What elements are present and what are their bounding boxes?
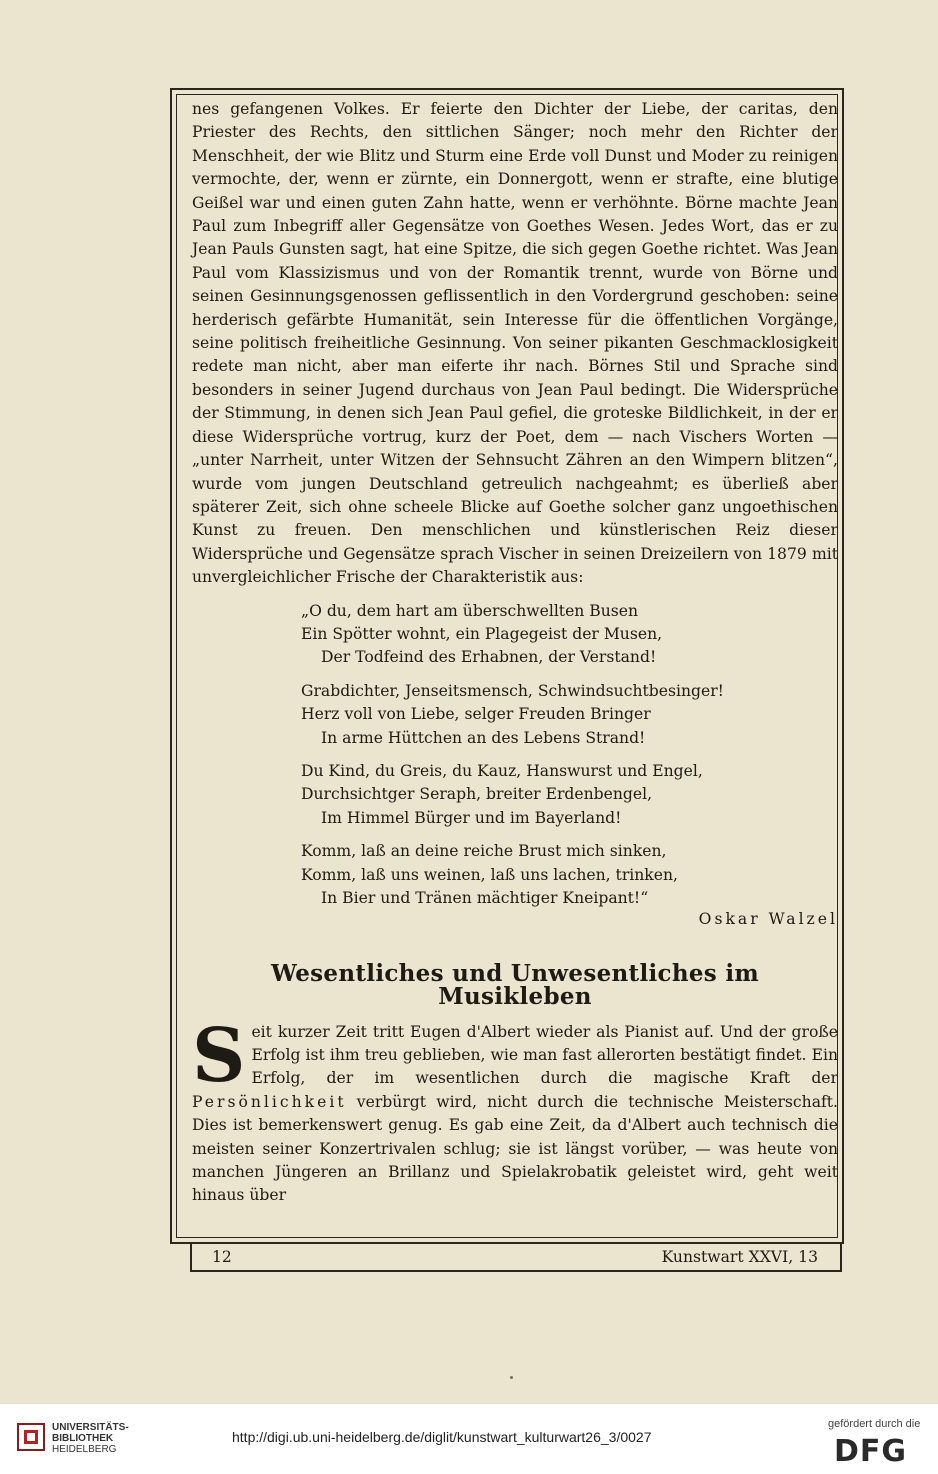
poem-line: In Bier und Tränen mächtiger Kneipant!“ xyxy=(321,889,649,907)
funding-note: gefördert durch die xyxy=(828,1418,921,1430)
paragraph-jean-paul: nes gefangenen Volkes. Er feierte den Dichter der Liebe, der caritas, den Priester des Rechts, den sittlichen Sänger; noch mehr den Richter der Menschheit, der wie Blitz und Sturm eine Erde voll Dunst und Moder zu reinigen vermochte, der, wenn er zürnte, ein Donnergott, wenn er strafte, eine blutige Geißel war und einen guten Zahn hatte, wenn er verhöhnte. Börne machte Jean Paul zum Inbegriff aller Gegensätze von Goethes Wesen. Jedes Wort, das er zu Jean Pauls Gunsten sagt, hat eine Spitze, die sich gegen Goethe richtet. Was Jean Paul vom Klassizismus und von der Romantik trennt, wurde von Börne und seinen Gesinnungsgenossen geflissentlich in den Vordergrund geschoben: seine herderisch gefärbte Humanität, sein Interesse für die öffentlichen Vorgänge, seine politisch freiheitliche Gesinnung. Von seiner pikanten Geschmacklosigkeit redete man nicht, aber man eiferte ihr nach. Börnes Stil und Sprache sind besonders in seiner Jugend durchaus von Jean Paul bedingt. Die Widersprüche der Stimmung, in denen sich Jean Paul gefiel, die groteske Bildlichkeit, in der er diese Widersprüche vortrug, kurz der Poet, dem — nach Vischers Worten — „unter Narrheit, unter Witzen der Sehnsucht Zähren an den Wimpern blitzen“, wurde vom jungen Deutschland getreulich nachgeahmt; es überließ aber späterer Zeit, sich ohne scheele Blicke auf Goethe solcher ganz ungoethischen Kunst zu freuen. Den menschlichen und künstlerischen Reiz dieser Widersprüche und Gegensätze sprach Vischer in seinen Dreizeilern von 1879 mit unvergleichlicher Frische der Charakteristik aus: xyxy=(192,100,838,587)
paragraph-dalbert xyxy=(192,1012,838,1208)
paragraph-text-part: eit kurzer Zeit tritt Eugen d'Albert wieder als Pianist auf. Und der große Erfolg ist ihm treu geblieben, wie man fast allerorten bestätigt findet. Ein Erfolg, der im wesentlichen durch die magische Kraft der xyxy=(251,1022,838,1088)
poem-stanza xyxy=(301,840,838,910)
scan-speck xyxy=(510,1376,513,1379)
poem-line: Ein Spötter wohnt, ein Plagegeist der Musen, xyxy=(301,624,663,643)
poem-line: Komm, laß an deine reiche Brust mich sinken, xyxy=(301,842,667,861)
poem-line: In arme Hüttchen an des Lebens Strand! xyxy=(321,728,646,747)
poem-line: Im Himmel Bürger und im Bayerland! xyxy=(321,808,622,827)
viewer-footer-bar xyxy=(0,1404,938,1474)
poem-stanza xyxy=(301,600,838,670)
poem xyxy=(301,600,838,911)
poem-line: „O du, dem hart am überschwellten Busen xyxy=(301,601,639,620)
emphasized-word: Persönlichkeit xyxy=(192,1092,347,1111)
poem-stanza xyxy=(301,680,838,750)
journal-citation: Kunstwart XXVI, 13 xyxy=(661,1248,818,1266)
author-signature: Oskar Walzel xyxy=(698,910,838,929)
poem-stanza xyxy=(301,760,838,830)
university-library-logo-icon xyxy=(16,1420,46,1454)
poem-line: Grabdichter, Jenseitsmensch, Schwindsuchtbesinger! xyxy=(301,681,724,700)
digital-copy-link[interactable]: http://digi.ub.uni-heidelberg.de/diglit/kunstwart_kulturwart26_3/0027 xyxy=(232,1429,652,1445)
poem-line: Der Todfeind des Erhabnen, der Verstand! xyxy=(321,648,657,667)
poem-line: Herz voll von Liebe, selger Freuden Bringer xyxy=(301,705,651,724)
page-number: 12 xyxy=(212,1248,232,1266)
poem-line: Durchsichtger Seraph, breiter Erdenbengel, xyxy=(301,785,653,804)
page-content xyxy=(192,98,838,1208)
paragraph-text-part: verbürgt wird, nicht durch die technische Meisterschaft. Dies ist bemerkenswert genug. Es gab eine Zeit, da d'Albert auch technisch die meisten seiner Konzertrivalen schlug; sie ist längst vorüber, — was heute von manchen Jüngeren an Brillanz und Spielakrobatik geleistet wird, geht weit hinaus über xyxy=(192,1092,838,1205)
page-footer xyxy=(190,1244,842,1272)
poem-line: Komm, laß uns weinen, laß uns lachen, trinken, xyxy=(301,865,678,884)
section-heading: Wesentliches und Unwesentliches im Musikleben xyxy=(270,959,760,1011)
drop-cap: S xyxy=(192,1012,246,1099)
poem-line: Du Kind, du Greis, du Kauz, Hanswurst und Engel, xyxy=(301,761,703,780)
library-name: UNIVERSITÄTS- BIBLIOTHEK HEIDELBERG xyxy=(52,1422,129,1455)
dfg-logo: DFG xyxy=(834,1434,908,1469)
